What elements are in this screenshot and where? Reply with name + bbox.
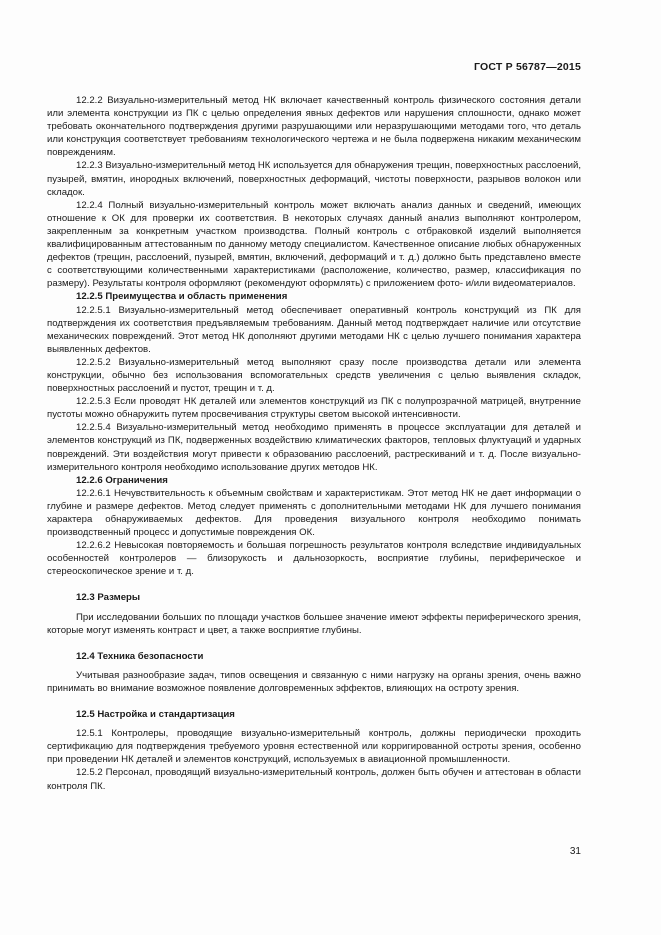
paragraph-12-2-6-2: 12.2.6.2 Невысокая повторяемость и большая погрешность результатов контроля вследствие индивидуальных особенностей контролеров — близорукость и дальнозоркость, восприятие глубины, периферическое и стереоскопическое зрение и т. д. [47,540,581,578]
paragraph-12-2-6-1: 12.2.6.1 Нечувствительность к объемным свойствам и характеристикам. Этот метод НК не дает информации о глубине и размере дефектов. Метод следует применять с дополнительными методами НК для лучшего понимания характера обнаруживаемых дефектов. Для проведения визуального контроля необходимо понимать производственный процесс и допустимые повреждения ОК. [47,487,581,539]
paragraph-12-4: Учитывая разнообразие задач, типов освещения и связанную с ними нагрузку на органы зрения, очень важно принимать во внимание возможное появление долговременных эффектов, влияющих на остроту зрения. [47,669,581,694]
paragraph-12-5-2: 12.5.2 Персонал, проводящий визуально-измерительный контроль, должен быть обучен и аттестован в области контроля ПК. [47,767,581,792]
heading-12-4: 12.4 Техника безопасности [76,650,204,662]
heading-12-5: 12.5 Настройка и стандартизация [76,709,235,721]
heading-12-2-5: 12.2.5 Преимущества и область применения [76,291,288,303]
heading-12-2-6: 12.2.6 Ограничения [76,474,168,486]
standard-designation: ГОСТ Р 56787—2015 [473,61,581,73]
paragraph-12-2-2: 12.2.2 Визуально-измерительный метод НК включает качественный контроль физического состояния детали или элемента конструкции из ПК с целью определения явных дефектов или нарушения сплошности, однако может требовать окончательного подтверждения другими разрушающими или неразрушающими методами того, что деталь или конструкция соответствует требованиям технологического чертежа и не была подвержена никаким механическим повреждениям. [47,95,581,159]
paragraph-12-2-5-3: 12.2.5.3 Если проводят НК деталей или элементов конструкций из ПК с полупрозрачной матрицей, внутренние пустоты можно обнаружить путем просвечивания структуры светом высокой интенсивности. [47,396,581,421]
paragraph-12-2-4: 12.2.4 Полный визуально-измерительный контроль может включать анализ данных и сведений, имеющих отношение к ОК для проверки их соответствия. В некоторых случаях данный анализ выполняют контролером, закрепленным за конкретным участком производства. Полный контроль с отбраковкой изделий выполняется квалифицированным аттестованным по данному методу специалистом. Качественное описание любых обнаруженных дефектов (трещин, расслоений, пузырей, вмятин, включений, деформаций и т. д.) должно быть представлено вместе с соответствующими количественными характеристиками (расположение, количество, размер, классификация по размеру). Результаты контроля оформляют (рекомендуют оформлять) с приложением фото- и/или видеоматериалов. [47,199,581,290]
paragraph-12-2-3: 12.2.3 Визуально-измерительный метод НК используется для обнаружения трещин, поверхностных расслоений, пузырей, вмятин, инородных включений, поверхностных деформаций, чистоты поверхности, разрывов волокон или складок. [47,160,581,198]
heading-12-3: 12.3 Размеры [76,592,141,604]
paragraph-12-2-5-4: 12.2.5.4 Визуально-измерительный метод необходимо применять в процессе эксплуатации для деталей и элементов конструкций из ПК, подверженных воздействию климатических факторов, тепловых флуктуаций и ударных повреждений. Эти воздействия могут привести к образованию расслоений, растрескиваний и т. д. После визуально-измерительного контроля необходимо использование других методов НК. [47,422,581,473]
paragraph-12-2-5-1: 12.2.5.1 Визуально-измерительный метод обеспечивает оперативный контроль конструкций из ПК для подтверждения их соответствия предъявляемым требованиям. Данный метод подтверждает наличие или отсутствие механических повреждений. Этот метод НК дополняют другими методами НК с целью лучшего понимания характера выявленных дефектов. [47,304,581,355]
paragraph-12-5-1: 12.5.1 Контролеры, проводящие визуально-измерительный контроль, должны периодически проходить сертификацию для подтверждения требуемого уровня естественной или корригированной остроты зрения, особенно при проведении НК деталей и элементов конструкций, используемых в авиационной промышленности. [47,728,581,766]
paragraph-12-2-5-2: 12.2.5.2 Визуально-измерительный метод выполняют сразу после производства детали или элемента конструкции, обычно без использования вспомогательных средств увеличения с целью выявления складок, поверхностных расслоений и пустот, трещин и т. д. [47,356,581,395]
document-body [47,94,581,793]
page-number: 31 [569,846,581,857]
paragraph-12-3: При исследовании больших по площади участков большее значение имеют эффекты периферического зрения, которые могут изменять контраст и цвет, а также восприятие глубины. [47,611,581,636]
